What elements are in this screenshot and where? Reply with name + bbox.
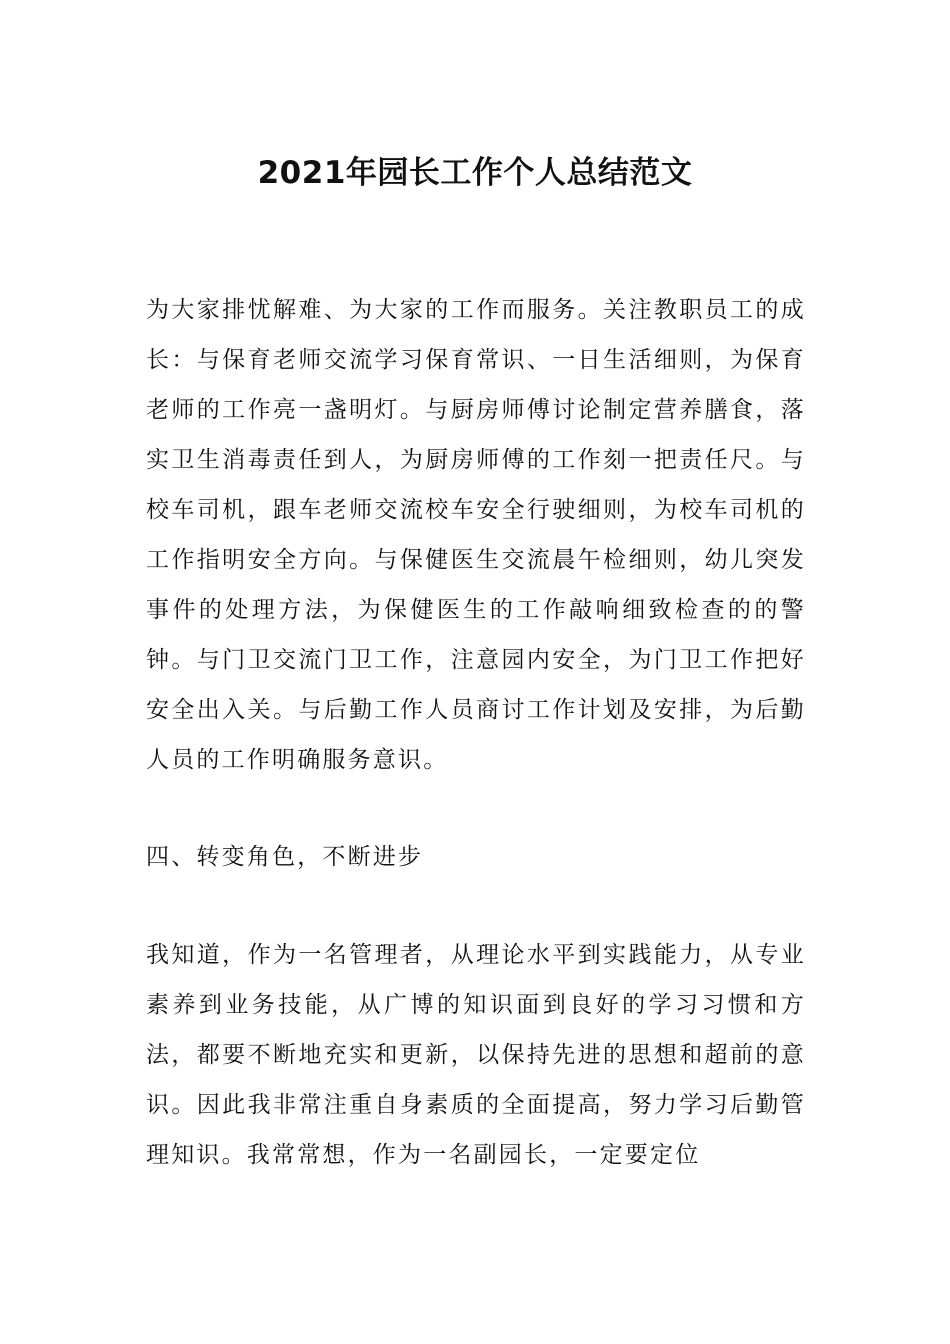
paragraph-staff-service: 为大家排忧解难、为大家的工作而服务。关注教职员工的成长：与保育老师交流学习保育常识、一日生活细则，为保育老师的工作亮一盏明灯。与厨房师傅讨论制定营养膳食，落实卫生消毒责任到人，为厨房师傅的工作刻一把责任尺。与校车司机，跟车老师交流校车安全行驶细则，为校车司机的工作指明安全方向。与保健医生交流晨午检细则，幼儿突发事件的处理方法，为保健医生的工作敲响细致检查的的警钟。与门卫交流门卫工作，注意园内安全，为门卫工作把好安全出入关。与后勤工作人员商讨工作计划及安排，为后勤人员的工作明确服务意识。: [146, 297, 806, 773]
section-heading-role-change: 四、转变角色，不断进步: [146, 844, 424, 870]
document-title: 2021年园长工作个人总结范文: [257, 154, 693, 191]
paragraph-self-improvement: 我知道，作为一名管理者，从理论水平到实践能力，从专业素养到业务技能，从广博的知识面到良好的学习习惯和方法，都要不断地充实和更新，以保持先进的思想和超前的意识。因此我非常注重自身素质的全面提高，努力学习后勤管理知识。我常常想，作为一名副园长，一定要定位: [146, 942, 806, 1168]
